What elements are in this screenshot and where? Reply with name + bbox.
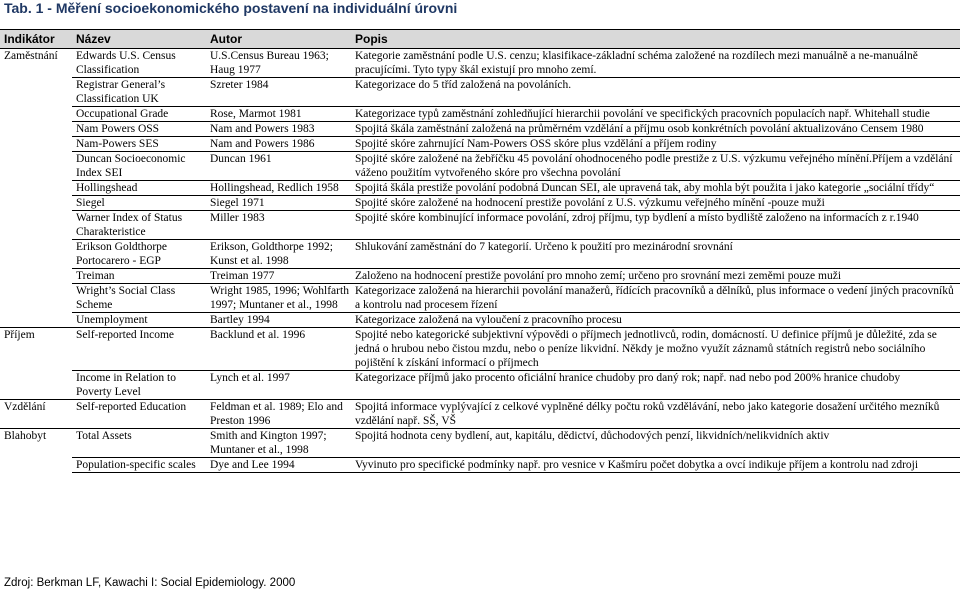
author-cell: Nam and Powers 1986: [206, 137, 351, 152]
indicator-cell: Vzdělání: [0, 400, 72, 429]
table-row: [0, 181, 960, 196]
header-description: Popis: [351, 30, 960, 49]
indicator-cell: [0, 458, 72, 473]
author-cell: Smith and Kington 1997; Muntaner et al., 1998: [206, 429, 351, 458]
name-cell: Total Assets: [72, 429, 206, 458]
author-cell: Duncan 1961: [206, 152, 351, 181]
name-cell: Occupational Grade: [72, 107, 206, 122]
name-cell: Erikson Goldthorpe Portocarero - EGP: [72, 240, 206, 269]
table-body: [0, 49, 960, 473]
description-cell: Spojitá hodnota ceny bydlení, aut, kapitálu, dědictví, důchodových penzí, likvidních/nelikvidních aktiv: [351, 429, 960, 458]
indicator-cell: [0, 196, 72, 211]
description-cell: Spojitá škála prestiže povolání podobná Duncan SEI, ale upravená tak, aby mohla být použita i jako kategorie „sociální třídy“: [351, 181, 960, 196]
indicator-cell: [0, 107, 72, 122]
description-cell: Vyvinuto pro specifické podmínky např. pro vesnice v Kašmíru počet dobytka a ovcí indikuje příjem a kontrolu nad zdroji: [351, 458, 960, 473]
name-cell: Warner Index of Status Charakteristice: [72, 211, 206, 240]
ses-measurement-table: [0, 29, 960, 473]
table-row: [0, 211, 960, 240]
description-cell: Spojité skóre zahrnující Nam-Powers OSS skóre plus vzdělání a příjem rodiny: [351, 137, 960, 152]
description-cell: Spojité skóre kombinující informace povolání, zdroj příjmu, typ bydlení a místo bydliště založeno na informacích z r.1940: [351, 211, 960, 240]
description-cell: Spojité skóre založené na žebříčku 45 povolání ohodnoceného podle prestiže z U.S. výzkumu veřejného mínění.Příjem a vzdělání váženo použitím vytvořeného skóre pro všechna povolání: [351, 152, 960, 181]
author-cell: Nam and Powers 1983: [206, 122, 351, 137]
table-row: [0, 196, 960, 211]
name-cell: Siegel: [72, 196, 206, 211]
table-row: [0, 152, 960, 181]
indicator-cell: [0, 152, 72, 181]
name-cell: Self-reported Income: [72, 328, 206, 371]
source-note: Zdroj: Berkman LF, Kawachi I: Social Epidemiology. 2000: [4, 577, 296, 589]
table-row: [0, 284, 960, 313]
indicator-cell: [0, 181, 72, 196]
indicator-cell: Blahobyt: [0, 429, 72, 458]
header-name: Název: [72, 30, 206, 49]
author-cell: Bartley 1994: [206, 313, 351, 328]
table-row: [0, 122, 960, 137]
indicator-cell: [0, 122, 72, 137]
table-row: [0, 371, 960, 400]
author-cell: Lynch et al. 1997: [206, 371, 351, 400]
name-cell: Self-reported Education: [72, 400, 206, 429]
name-cell: Wright’s Social Class Scheme: [72, 284, 206, 313]
name-cell: Nam Powers OSS: [72, 122, 206, 137]
author-cell: Siegel 1971: [206, 196, 351, 211]
author-cell: Szreter 1984: [206, 78, 351, 107]
table-row: [0, 458, 960, 473]
name-cell: Treiman: [72, 269, 206, 284]
table-row: [0, 240, 960, 269]
ses-table-container: [0, 29, 960, 473]
indicator-cell: [0, 371, 72, 400]
indicator-cell: [0, 78, 72, 107]
table-row: [0, 137, 960, 152]
author-cell: Feldman et al. 1989; Elo and Preston 1996: [206, 400, 351, 429]
author-cell: Miller 1983: [206, 211, 351, 240]
name-cell: Unemployment: [72, 313, 206, 328]
description-cell: Shlukování zaměstnání do 7 kategorií. Určeno k použití pro mezinárodní srovnání: [351, 240, 960, 269]
indicator-cell: [0, 211, 72, 240]
table-row: [0, 400, 960, 429]
author-cell: Dye and Lee 1994: [206, 458, 351, 473]
description-cell: Kategorizace příjmů jako procento oficiální hranice chudoby pro daný rok; např. nad nebo pod 200% hranice chudoby: [351, 371, 960, 400]
description-cell: Kategorizace do 5 tříd založená na povoláních.: [351, 78, 960, 107]
table-title: Tab. 1 - Měření socioekonomického postavení na individuální úrovni: [4, 0, 458, 16]
name-cell: Nam-Powers SES: [72, 137, 206, 152]
indicator-cell: Zaměstnání: [0, 49, 72, 78]
indicator-cell: [0, 137, 72, 152]
name-cell: Edwards U.S. Census Classification: [72, 49, 206, 78]
description-cell: Spojité nebo kategorické subjektivní výpovědi o příjmech jednotlivců, rodin, domácností. U definice příjmů je důležité, zda se jedná o hrubou nebo čistou mzdu, nebo o peníze likvidní. Někdy je možno využít záznamů státních registrů nebo sociálního pojištění k získání informací o příjmech: [351, 328, 960, 371]
table-row: [0, 269, 960, 284]
name-cell: Registrar General’s Classification UK: [72, 78, 206, 107]
description-cell: Kategorizace založená na vyloučení z pracovního procesu: [351, 313, 960, 328]
table-header-row: [0, 30, 960, 49]
author-cell: Backlund et al. 1996: [206, 328, 351, 371]
description-cell: Spojité skóre založené na hodnocení prestiže povolání z U.S. výzkumu veřejného mínění -pouze muži: [351, 196, 960, 211]
name-cell: Hollingshead: [72, 181, 206, 196]
author-cell: Treiman 1977: [206, 269, 351, 284]
author-cell: Wright 1985, 1996; Wohlfarth 1997; Muntaner et al., 1998: [206, 284, 351, 313]
indicator-cell: [0, 313, 72, 328]
indicator-cell: Příjem: [0, 328, 72, 371]
header-indicator: Indikátor: [0, 30, 72, 49]
description-cell: Kategorizace typů zaměstnání zohledňující hierarchii povolání ve specifických pracovních populacích např. Whitehall studie: [351, 107, 960, 122]
table-row: [0, 49, 960, 78]
author-cell: Rose, Marmot 1981: [206, 107, 351, 122]
indicator-cell: [0, 269, 72, 284]
name-cell: Duncan Socioeconomic Index SEI: [72, 152, 206, 181]
indicator-cell: [0, 240, 72, 269]
author-cell: Hollingshead, Redlich 1958: [206, 181, 351, 196]
header-author: Autor: [206, 30, 351, 49]
author-cell: Erikson, Goldthorpe 1992; Kunst et al. 1998: [206, 240, 351, 269]
table-row: [0, 328, 960, 371]
description-cell: Kategorie zaměstnání podle U.S. cenzu; klasifikace-základní schéma založené na rozdílech mezi manuálně a ne-manuálně pracujícími. Tyto typy škál existují pro mnoho zemí.: [351, 49, 960, 78]
table-row: [0, 313, 960, 328]
table-row: [0, 429, 960, 458]
table-row: [0, 107, 960, 122]
description-cell: Spojitá informace vyplývající z celkové vyplněné délky počtu roků vzdělávání, nebo jako kategorie dosažení určitého mezníků vzdělání např. SŠ, VŠ: [351, 400, 960, 429]
description-cell: Kategorizace založená na hierarchii povolání manažerů, řídících pracovníků a dělníků, plus informace o vedení jiných pracovníků a kontrolu nad procesem řízení: [351, 284, 960, 313]
table-row: [0, 78, 960, 107]
description-cell: Založeno na hodnocení prestiže povolání pro mnoho zemí; určeno pro srovnání mezi zeměmi pouze muži: [351, 269, 960, 284]
name-cell: Population-specific scales: [72, 458, 206, 473]
indicator-cell: [0, 284, 72, 313]
name-cell: Income in Relation to Poverty Level: [72, 371, 206, 400]
description-cell: Spojitá škála zaměstnání založená na průměrném vzdělání a příjmu osob konkrétních povolání aktualizováno Censem 1980: [351, 122, 960, 137]
author-cell: U.S.Census Bureau 1963; Haug 1977: [206, 49, 351, 78]
